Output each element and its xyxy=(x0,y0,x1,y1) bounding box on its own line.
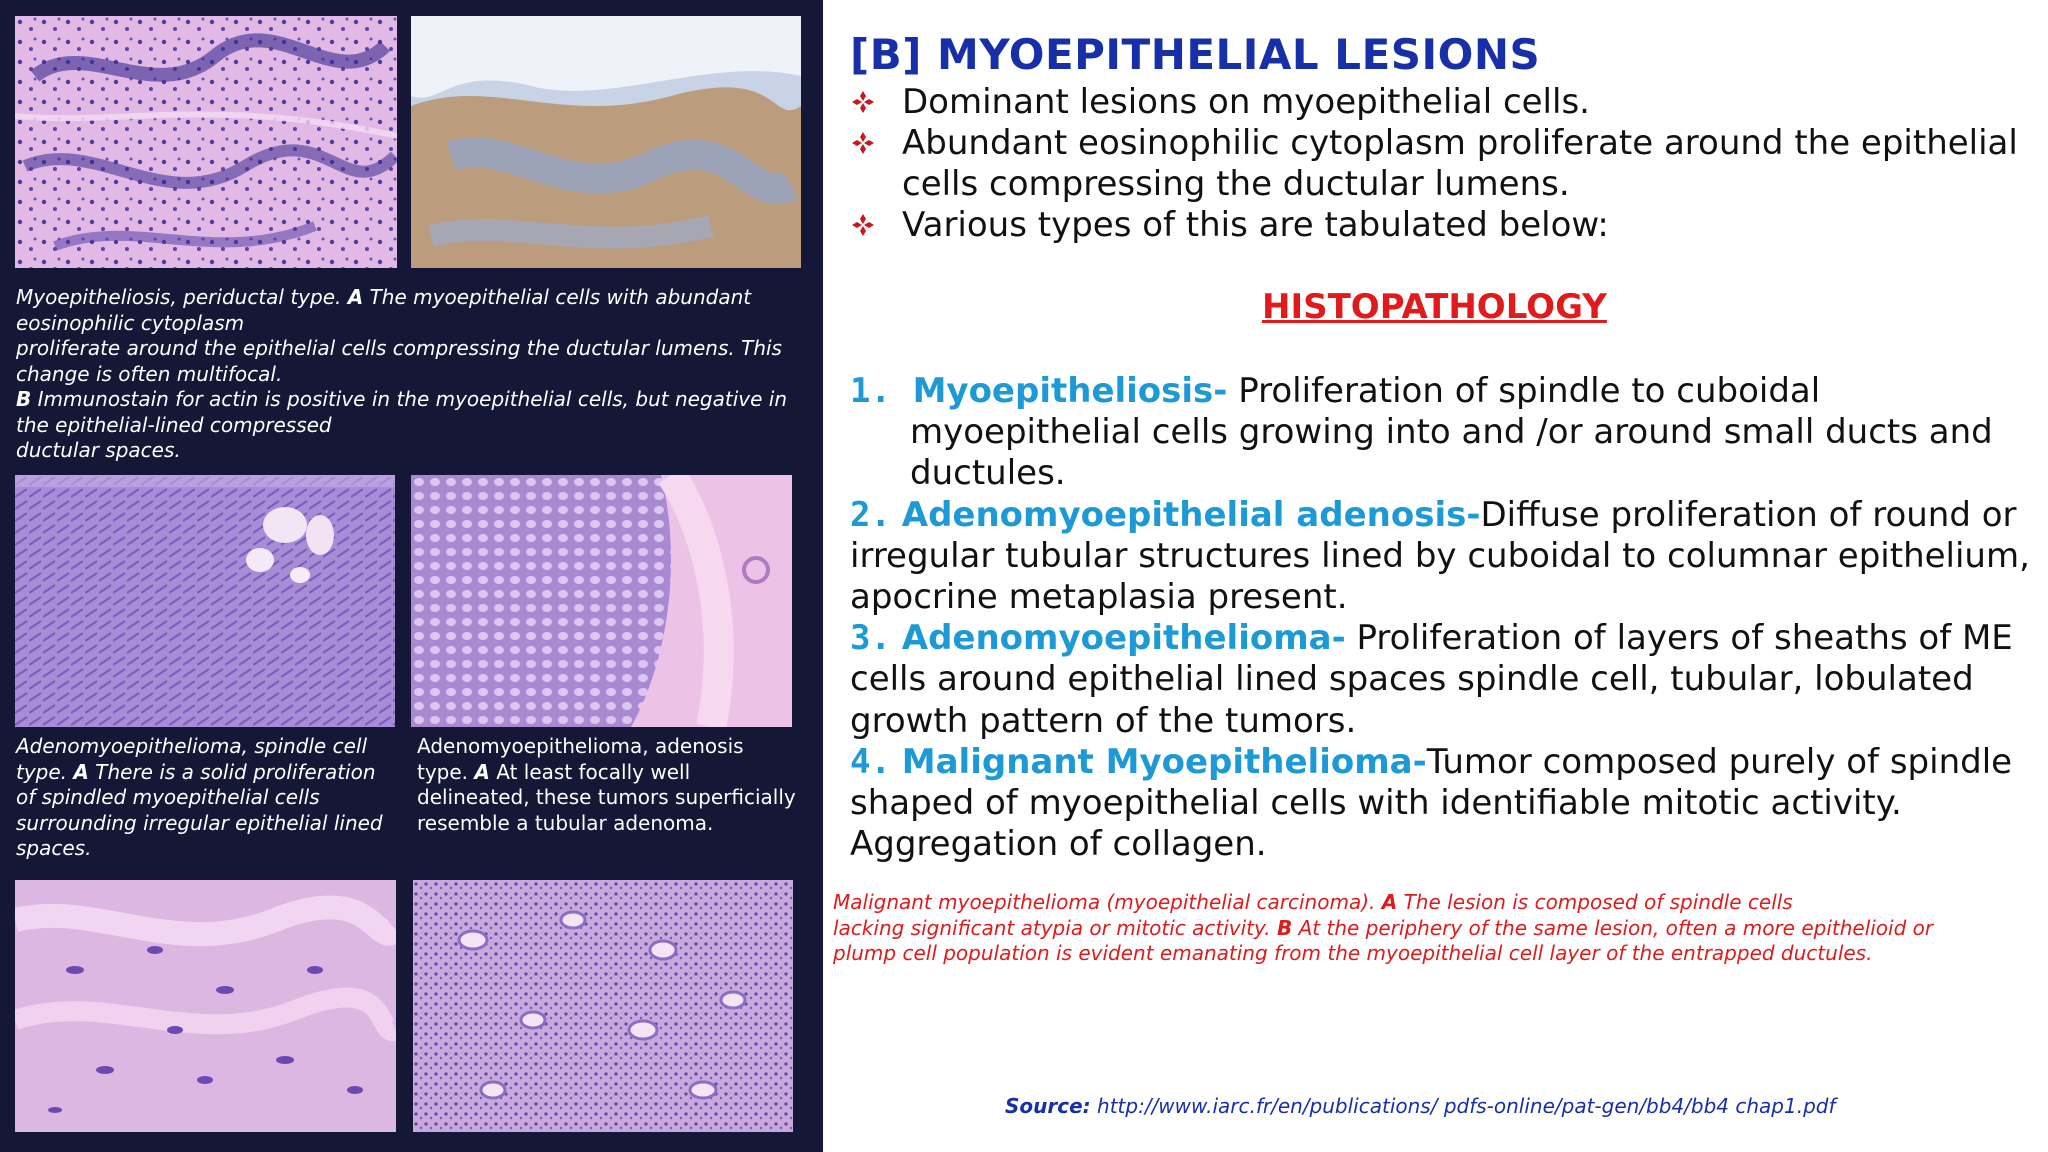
histopathology-heading: HISTOPATHOLOGY xyxy=(1262,287,1607,327)
source-citation: Source: http://www.iarc.fr/en/publications/ pdfs-online/pat-gen/bb4/bb4 chap1.pdf xyxy=(1005,1094,1836,1118)
intro-bullet-list xyxy=(852,82,2032,246)
caption-adenomyoepithelioma-spindle: Adenomyoepithelioma, spindle cell type. A There is a solid proliferation of spindled myoepithelial cells surrounding irregular epithelial lined spaces. xyxy=(16,734,383,860)
lesion-item: 3. Adenomyoepithelioma- Proliferation of layers of sheaths of ME cells around epithelial lined spaces spindle cell, tubular, lobulated growth pattern of the tumors. xyxy=(850,618,2013,741)
caption-malignant-myoepithelioma: Malignant myoepithelioma (myoepithelial carcinoma). A The lesion is composed of spindle cells lacking significant atypia or mitotic activity. B At the periphery of the same lesion, often a more epithelioid or plump cell population is evident emanating from the myoepithelial cell layer of the entrapped ductules. xyxy=(833,890,1934,965)
bullet-item: Abundant eosinophilic cytoplasm proliferate around the epithelial cells compressing the ductular lumens. xyxy=(852,123,2032,205)
diamond-bullet-icon xyxy=(852,214,874,236)
bullet-item: Dominant lesions on myoepithelial cells. xyxy=(852,82,2032,123)
diamond-bullet-icon xyxy=(852,132,874,154)
lesion-item: 1. Myoepitheliosis- Proliferation of spindle to cuboidal myoepithelial cells growing into and /or around small ducts and ductules. xyxy=(850,371,1993,494)
caption-myoepitheliosis: Myoepitheliosis, periductal type. A The myoepithelial cells with abundant eosinophilic cytoplasm proliferate around the epithelial cells compressing the ductular lumens. This change is often multifocal. B Immunostain for actin is positive in the myoepithelial cells, but negative in the epithelial-lined compressed ductular spaces. xyxy=(16,285,788,462)
lesion-item: 4. Malignant Myoepithelioma-Tumor composed purely of spindle shaped of myoepithelial cells with identifiable mitotic activity. Aggregation of collagen. xyxy=(850,741,2013,865)
lesion-type-list xyxy=(850,371,2030,865)
histology-image-malignant-b xyxy=(413,880,793,1132)
lesion-item: 2. Adenomyoepithelial adenosis-Diffuse proliferation of round or irregular tubular structures lined by cuboidal to columnar epithelium, apocrine metaplasia present. xyxy=(850,494,2030,618)
bullet-item: Various types of this are tabulated below: xyxy=(852,205,2032,246)
histology-image-adenomyoepithelioma-spindle xyxy=(15,475,395,727)
source-link[interactable]: http://www.iarc.fr/en/publications/ pdfs-online/pat-gen/bb4/bb4 chap1.pdf xyxy=(1097,1094,1836,1118)
histology-image-adenomyoepithelioma-adenosis xyxy=(411,475,792,727)
diamond-bullet-icon xyxy=(852,91,874,113)
left-image-panel xyxy=(0,0,823,1152)
caption-adenomyoepithelioma-adenosis: Adenomyoepithelioma, adenosis type. A At least focally well delineated, these tumors superficially resemble a tubular adenoma. xyxy=(417,734,796,835)
slide-title: [B] MYOEPITHELIAL LESIONS xyxy=(850,30,1541,79)
immunostain-image-actin xyxy=(411,16,801,268)
histology-image-myoepitheliosis-he xyxy=(15,16,397,268)
histology-image-malignant-a xyxy=(15,880,396,1132)
